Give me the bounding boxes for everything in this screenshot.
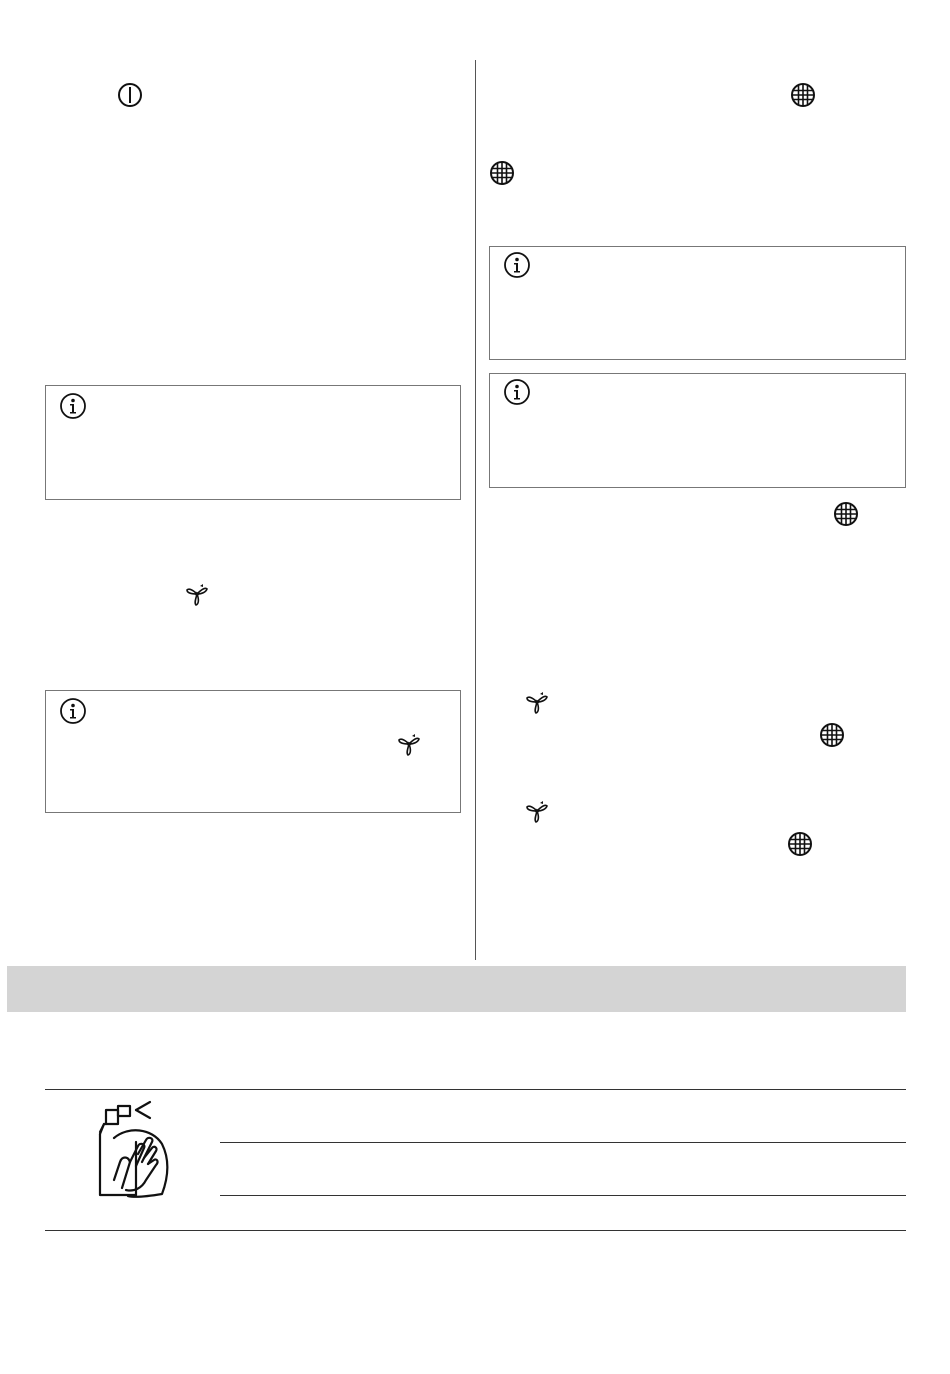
grid-globe-icon — [787, 831, 813, 857]
spray-and-cloth-icon — [92, 1098, 172, 1200]
fan-icon — [184, 581, 210, 607]
table-row-rule-1 — [220, 1142, 906, 1143]
info-icon — [503, 378, 531, 406]
info-note-box-4 — [489, 373, 906, 488]
table-top-rule — [45, 1089, 906, 1090]
grid-globe-icon — [489, 160, 515, 186]
fan-icon — [524, 689, 550, 715]
grid-globe-icon — [833, 501, 859, 527]
info-note-box-1 — [45, 385, 461, 500]
info-icon — [59, 392, 87, 420]
fan-icon — [396, 731, 422, 757]
info-icon — [503, 251, 531, 279]
table-row-rule-2 — [220, 1195, 906, 1196]
table-bottom-rule — [45, 1230, 906, 1231]
grid-globe-icon — [819, 722, 845, 748]
grid-globe-icon — [790, 82, 816, 108]
column-divider — [475, 60, 476, 960]
info-note-box-3 — [489, 246, 906, 360]
power-icon — [117, 82, 143, 108]
info-icon — [59, 697, 87, 725]
section-heading-bar — [7, 966, 906, 1012]
info-note-box-2 — [45, 690, 461, 813]
fan-icon — [524, 798, 550, 824]
